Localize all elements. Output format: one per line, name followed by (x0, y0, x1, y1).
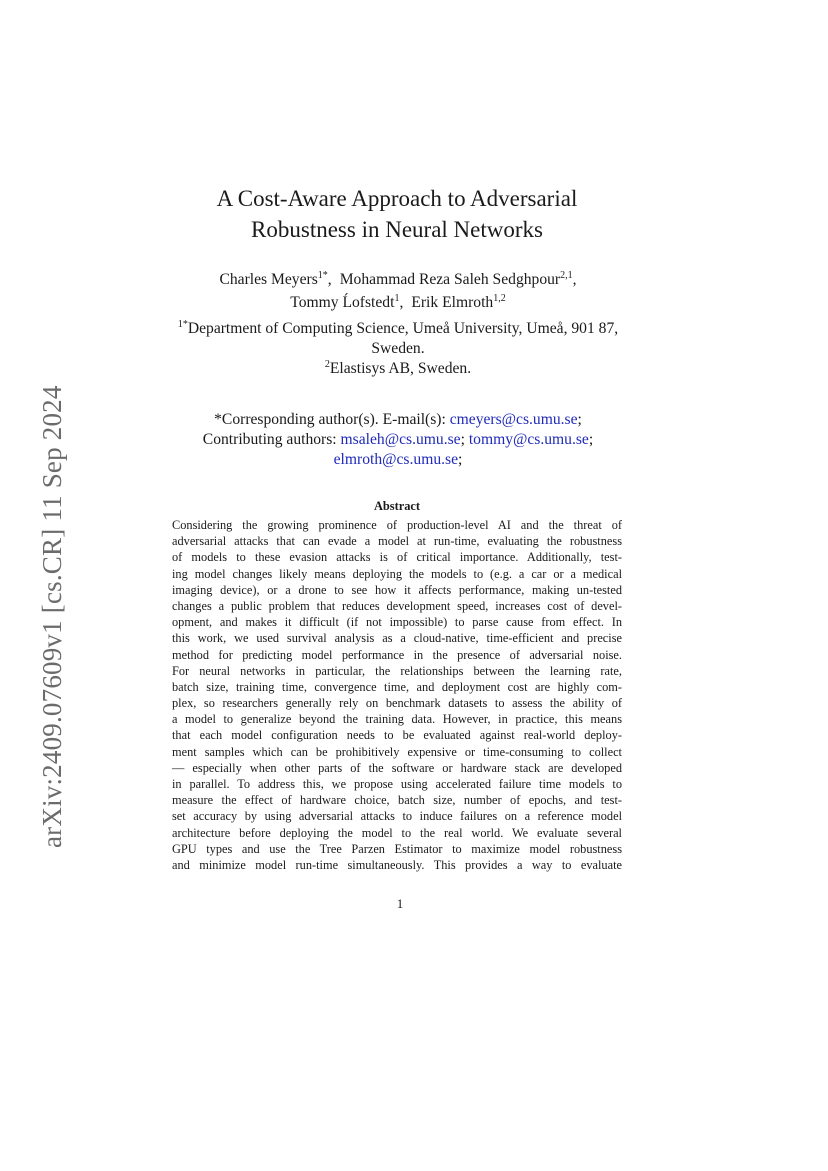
affiliation-line (120, 359, 676, 379)
abstract-line: set accuracy by using adversarial attacks to induce failures on a reference model (172, 809, 622, 824)
affiliation-mark: 2 (324, 359, 330, 370)
affiliations (120, 319, 676, 379)
paper-title (150, 183, 644, 245)
contributing-line (120, 430, 676, 450)
abstract-body (172, 517, 622, 873)
separator: ; (458, 451, 463, 468)
title-line: A Cost-Aware Approach to Adversarial (216, 186, 578, 211)
contributing-email-link[interactable]: tommy@cs.umu.se (468, 431, 589, 448)
author-affiliation-mark: 2,1 (560, 270, 573, 281)
abstract-line: ing model changes likely means deploying the models to (e.g. a car or a medical (172, 566, 622, 581)
author-name: Mohammad Reza Saleh Sedghpour (339, 271, 561, 288)
abstract-line: ment samples which can be prohibitively expensive or time-consuming to collect (172, 744, 622, 759)
abstract-line: this work, we used survival analysis as a cloud-native, time-efficient and precise (172, 631, 622, 646)
separator: ; (577, 411, 582, 428)
author-name: Charles Meyers (219, 271, 318, 288)
abstract-line: measure the effect of hardware choice, batch size, number of epochs, and test- (172, 793, 622, 808)
contributing-email-link[interactable]: msaleh@cs.umu.se (340, 431, 461, 448)
abstract-line: GPU types and use the Tree Parzen Estimator to maximize model robustness (172, 841, 622, 856)
abstract-line: in parallel. To address this, we propose using accelerated failure time models to (172, 777, 622, 791)
abstract-line: batch size, training time, convergence time, and deployment cost are highly com- (172, 679, 622, 694)
abstract-heading: Abstract (373, 499, 421, 513)
arxiv-identifier-sidebar: arXiv:2409.07609v1 [cs.CR] 11 Sep 2024 (37, 385, 67, 848)
corresponding-email-link[interactable]: cmeyers@cs.umu.se (449, 411, 578, 428)
contributing-line (120, 450, 676, 470)
contributing-prefix: Contributing authors: (202, 431, 341, 448)
author-affiliation-mark: 1,2 (493, 293, 506, 304)
author-name: Erik Elmroth (411, 294, 494, 311)
abstract-line: adversarial attacks that can evade a model at run-time, evaluating the robustness (172, 534, 622, 549)
correspondence-block (120, 410, 676, 470)
affiliation-text: Elastisys AB, Sweden. (329, 360, 472, 377)
affiliation-line (120, 319, 676, 339)
title-line: Robustness in Neural Networks (251, 217, 543, 242)
contributing-email-link[interactable]: elmroth@cs.umu.se (333, 451, 459, 468)
author-affiliation-mark: 1 (394, 293, 400, 304)
abstract-line: and minimize model run-time simultaneously. This provides a way to evaluate (172, 857, 622, 872)
abstract-line: method for predicting model performance in the presence of adversarial noise. (172, 647, 622, 662)
abstract-line: opment, and makes it difficult (if not impossible) to parse cause from effect. In (172, 615, 622, 630)
affiliation-mark: 1* (177, 319, 188, 330)
author-list (120, 268, 676, 314)
correspondence-prefix: *Corresponding author(s). E-mail(s): (214, 411, 450, 428)
author-line: Charles Meyers$^{1*}$, Mohammad Reza Saleh Sedghpour$^{2,1}$, (219, 270, 577, 288)
abstract-line: plex, so researchers generally rely on benchmark datasets to assess the ability of (172, 696, 622, 711)
page-number: 1 (396, 896, 404, 911)
abstract-line: architecture before deploying the model to the real world. We evaluate several (172, 825, 622, 840)
abstract-line: — especially when other parts of the software or hardware stack are developed (172, 760, 622, 775)
affiliation-text: Department of Computing Science, Umeå University, Umeå, 901 87, (187, 320, 619, 337)
abstract-line: changes a public problem that reduces development speed, increases cost of devel- (172, 598, 622, 613)
abstract-line: a model to generalize beyond the training data. However, in practice, this means (172, 712, 622, 727)
author-affiliation-mark: 1* (317, 270, 328, 281)
author-name: Tommy Ĺofstedt (290, 294, 395, 311)
separator: ; (588, 431, 594, 448)
abstract-line: of models to these evasion attacks is of critical importance. Additionally, test- (172, 550, 622, 565)
affiliation-line: Sweden. (371, 340, 425, 357)
correspondence-line (120, 410, 676, 430)
abstract-line: For neural networks in particular, the relationships between the learning rate, (172, 663, 622, 678)
abstract-line: Considering the growing prominence of production-level AI and the threat of (172, 518, 622, 532)
abstract-line: imaging device), or a drone to see how it affects performance, making un-tested (172, 582, 622, 597)
abstract-line: that each model configuration needs to be evaluated against real-world deploy- (172, 728, 622, 743)
separator: ; (460, 431, 469, 448)
author-line: Tommy Ĺofstedt$^1$, Erik Elmroth$^{1,2}$ (290, 293, 506, 311)
